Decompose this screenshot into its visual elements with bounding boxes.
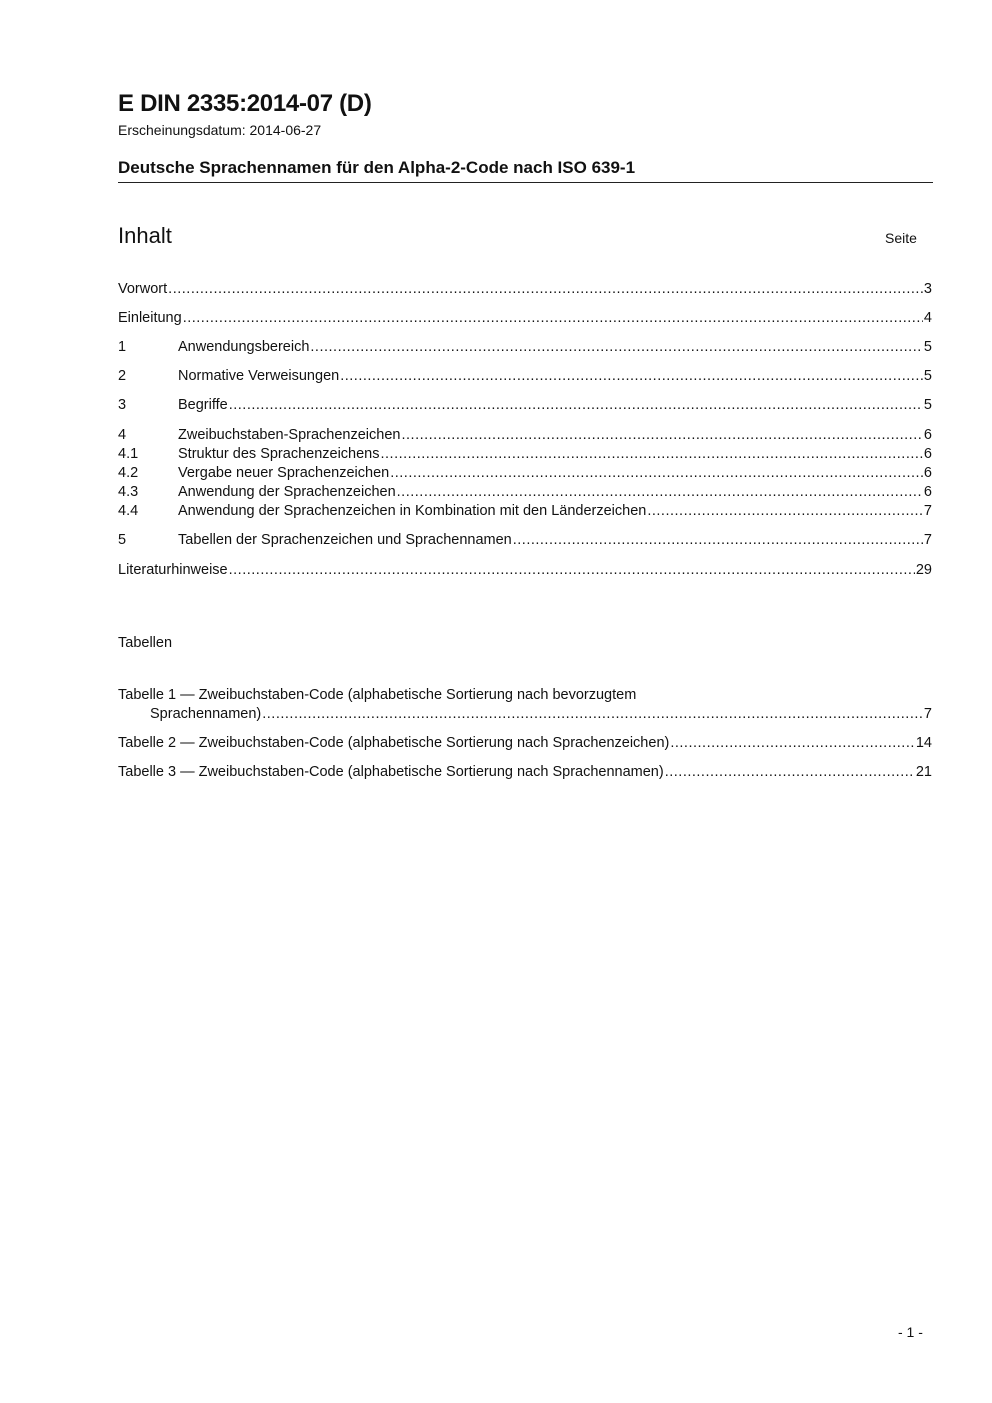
toc-leader xyxy=(397,482,923,502)
toc-entry-page: 7 xyxy=(923,532,932,548)
table-entry-text: Sprachennamen) xyxy=(150,706,262,722)
toc-entry-4-1[interactable] xyxy=(118,444,932,464)
toc-entry-5[interactable] xyxy=(118,530,932,550)
toc-entry-3[interactable] xyxy=(118,395,932,415)
toc-entry-number: 4 xyxy=(118,427,127,443)
toc-entry-einleitung[interactable] xyxy=(118,308,932,328)
toc-entry-text: Einleitung xyxy=(118,310,182,326)
table-entry-text: Tabelle 2 — Zweibuchstaben-Code (alphabetische Sortierung nach Sprachenzeichen) xyxy=(118,735,670,751)
toc-entry-text: Literaturhinweise xyxy=(118,562,228,578)
toc-entry-page: 29 xyxy=(915,562,932,578)
toc-entry-page: 5 xyxy=(923,339,932,355)
toc-entry-page: 3 xyxy=(923,281,932,297)
toc-leader xyxy=(647,501,923,521)
toc-leader xyxy=(229,560,915,580)
toc-entry-1[interactable] xyxy=(118,337,932,357)
toc-leader xyxy=(168,279,923,299)
toc-leader xyxy=(229,395,923,415)
toc-entry-number: 1 xyxy=(118,339,127,355)
toc-heading: Inhalt xyxy=(118,223,172,248)
toc-entry-4[interactable] xyxy=(118,425,932,445)
document-subject: Deutsche Sprachennamen für den Alpha-2-Code nach ISO 639-1 xyxy=(118,158,933,183)
toc-leader xyxy=(183,308,923,328)
toc-entry-page: 6 xyxy=(923,465,932,481)
toc-entry-text: Zweibuchstaben-Sprachenzeichen xyxy=(178,427,401,443)
toc-entry-number: 4.2 xyxy=(118,465,139,481)
table-entry-1-line1[interactable]: Tabelle 1 — Zweibuchstaben-Code (alphabetische Sortierung nach bevorzugtem xyxy=(118,687,637,703)
toc-entry-number: 3 xyxy=(118,397,127,413)
toc-entry-text: Vergabe neuer Sprachenzeichen xyxy=(178,465,390,481)
table-entry-text: Tabelle 3 — Zweibuchstaben-Code (alphabetische Sortierung nach Sprachennamen) xyxy=(118,764,664,780)
toc-entry-page: 6 xyxy=(923,446,932,462)
table-entry-page: 7 xyxy=(923,706,932,722)
table-entry-page: 21 xyxy=(915,764,932,780)
toc-leader xyxy=(390,463,923,483)
table-entry-1[interactable] xyxy=(150,704,932,724)
page-number: - 1 - xyxy=(898,1324,923,1340)
toc-leader xyxy=(513,530,923,550)
toc-entry-text: Anwendung der Sprachenzeichen in Kombination mit den Länderzeichen xyxy=(178,503,647,519)
toc-entry-number: 5 xyxy=(118,532,127,548)
toc-leader xyxy=(310,337,923,357)
toc-entry-2[interactable] xyxy=(118,366,932,386)
toc-leader xyxy=(401,425,922,445)
toc-entry-text: Vorwort xyxy=(118,281,168,297)
toc-leader xyxy=(340,366,923,386)
page-column-label: Seite xyxy=(885,230,917,246)
tables-heading: Tabellen xyxy=(118,635,173,651)
toc-entry-text: Anwendungsbereich xyxy=(178,339,310,355)
toc-entry-text: Struktur des Sprachenzeichens xyxy=(178,446,380,462)
toc-entry-number: 2 xyxy=(118,368,127,384)
toc-entry-text: Anwendung der Sprachenzeichen xyxy=(178,484,396,500)
toc-leader xyxy=(670,733,915,753)
toc-entry-vorwort[interactable] xyxy=(118,279,932,299)
toc-leader xyxy=(381,444,923,464)
publication-date: Erscheinungsdatum: 2014-06-27 xyxy=(118,122,322,138)
toc-entry-literaturhinweise[interactable] xyxy=(118,560,932,580)
toc-entry-text: Normative Verweisungen xyxy=(178,368,340,384)
toc-entry-4-2[interactable] xyxy=(118,463,932,483)
toc-entry-page: 6 xyxy=(923,484,932,500)
toc-entry-page: 5 xyxy=(923,397,932,413)
table-entry-2[interactable] xyxy=(118,733,932,753)
toc-entry-4-4[interactable] xyxy=(118,501,932,521)
table-entry-page: 14 xyxy=(915,735,932,751)
toc-leader xyxy=(665,762,915,782)
document-title: E DIN 2335:2014-07 (D) xyxy=(118,90,372,117)
toc-entry-number: 4.1 xyxy=(118,446,139,462)
toc-entry-page: 4 xyxy=(923,310,932,326)
toc-leader xyxy=(262,704,923,724)
toc-entry-number: 4.4 xyxy=(118,503,139,519)
toc-entry-4-3[interactable] xyxy=(118,482,932,502)
toc-entry-page: 6 xyxy=(923,427,932,443)
toc-entry-number: 4.3 xyxy=(118,484,139,500)
toc-entry-page: 5 xyxy=(923,368,932,384)
table-entry-3[interactable] xyxy=(118,762,932,782)
toc-entry-text: Tabellen der Sprachenzeichen und Sprachennamen xyxy=(178,532,512,548)
toc-entry-page: 7 xyxy=(923,503,932,519)
toc-entry-text: Begriffe xyxy=(178,397,228,413)
